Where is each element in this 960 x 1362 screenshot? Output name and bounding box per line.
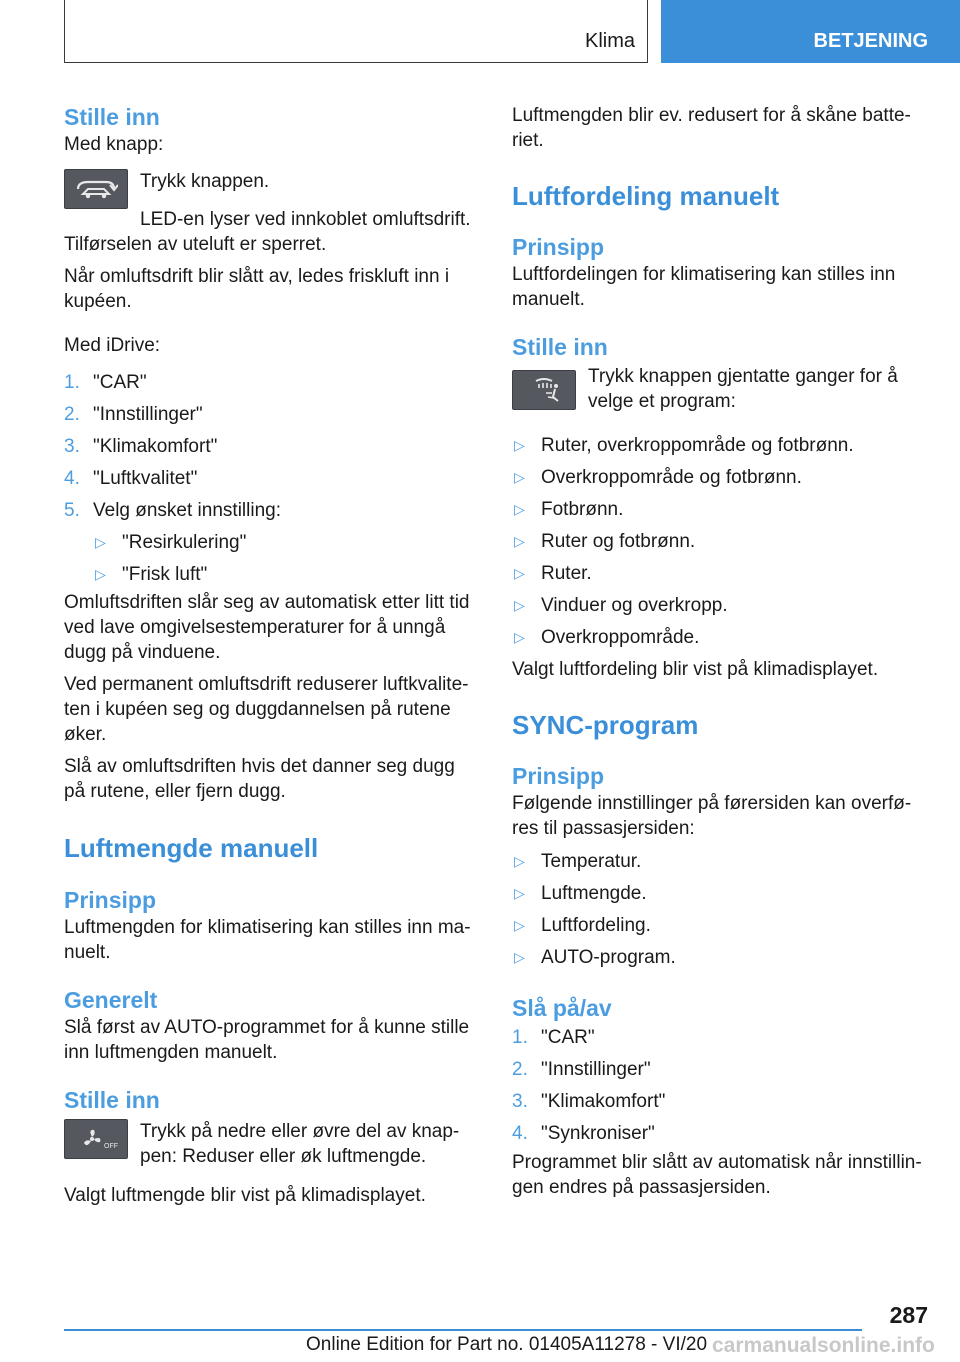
list-item[interactable]: ▷ AUTO-program. xyxy=(514,947,676,968)
list-item[interactable]: 1. "CAR" xyxy=(64,372,147,393)
sync-steps-list xyxy=(512,1025,924,1146)
list-item[interactable]: ▷ "Frisk luft" xyxy=(95,564,208,585)
led-text: LED-en lyser ved innkoblet omluftsdrift. Tilførselen av uteluft er sperret. xyxy=(64,209,471,255)
air-distribution-button-icon xyxy=(512,370,576,410)
valgt-text: Valgt luftmengde blir vist på klimadisplayet. xyxy=(64,1185,426,1206)
trykk-knappen-text: Trykk knappen. xyxy=(140,171,270,192)
fan-button-icon xyxy=(64,1119,128,1159)
footer-divider xyxy=(64,1329,862,1331)
list-item[interactable]: 2. "Innstillinger" xyxy=(512,1059,651,1080)
heading-luftfordeling: Luftfordeling manuelt xyxy=(512,181,780,211)
heading-prinsipp-r2: Prinsipp xyxy=(512,763,605,789)
watermark: carmanualsonline.info xyxy=(712,1334,935,1357)
med-knapp-text: Med knapp: xyxy=(64,134,164,155)
list-item[interactable]: ▷ Temperatur. xyxy=(514,851,642,872)
list-item[interactable]: ▷ Ruter. xyxy=(514,563,592,584)
omluft-text: Omluftsdriften slår seg av automatisk etter litt tid ved lave omgivelsestemperaturer for å unngå dugg på vinduene. xyxy=(64,592,470,663)
list-item[interactable]: ▷ Overkroppområde. xyxy=(514,627,700,648)
sync-items-list xyxy=(512,849,924,970)
heading-luftmengde: Luftmengde manuell xyxy=(64,833,319,863)
folgende-text: Følgende innstillinger på førersiden kan overfø-res til passasjersiden: xyxy=(512,793,912,839)
programmet-text: Programmet blir slått av automatisk når innstillin-gen endres på passasjersiden. xyxy=(512,1152,922,1198)
idrive-steps-list xyxy=(64,370,476,587)
slaa-av-text: Slå av omluftsdriften hvis det danner seg dugg på rutene, eller fjern dugg. xyxy=(64,756,455,802)
heading-generelt: Generelt xyxy=(64,987,158,1013)
list-item[interactable]: 4. "Synkroniser" xyxy=(512,1123,655,1144)
list-item[interactable]: 3. "Klimakomfort" xyxy=(512,1091,666,1112)
generelt-text: Slå først av AUTO-programmet for å kunne stille inn luftmengden manuelt. xyxy=(64,1017,470,1063)
left-column xyxy=(64,100,476,1208)
recirculation-button-row xyxy=(64,169,476,209)
heading-stille-inn-2: Stille inn xyxy=(64,1087,160,1113)
page-number: 287 xyxy=(889,1302,928,1328)
list-item[interactable]: ▷ Luftmengde. xyxy=(514,883,647,904)
list-item[interactable]: ▷ Overkroppområde og fotbrønn. xyxy=(514,467,802,488)
list-item[interactable]: 5. Velg ønsket innstilling: xyxy=(64,500,281,521)
heading-stille-inn: Stille inn xyxy=(64,104,160,130)
list-item[interactable]: ▷ Fotbrønn. xyxy=(514,499,624,520)
air-distribution-button-row xyxy=(512,364,924,414)
permanent-text: Ved permanent omluftsdrift reduserer luftkvalite-ten i kupéen seg og duggdannelsen på rutene øker. xyxy=(64,674,469,745)
list-item[interactable]: ▷ "Resirkulering" xyxy=(95,532,247,553)
programs-list xyxy=(512,433,924,650)
list-item[interactable]: ▷ Ruter, overkroppområde og fotbrønn. xyxy=(514,435,854,456)
list-item[interactable]: ▷ Luftfordeling. xyxy=(514,915,651,936)
list-item[interactable]: 4. "Luftkvalitet" xyxy=(64,468,198,489)
fan-button-row xyxy=(64,1119,476,1169)
right-column xyxy=(512,100,924,1200)
list-item[interactable]: 1. "CAR" xyxy=(512,1027,595,1048)
heading-prinsipp-r: Prinsipp xyxy=(512,234,605,260)
air-distribution-button-text xyxy=(588,364,924,414)
trykk-nedre-text: Trykk på nedre eller øvre del av knap-pen: Reduser eller øk luftmengde. xyxy=(140,1121,460,1167)
prinsipp-r-text: Luftfordelingen for klimatisering kan stilles inn manuelt. xyxy=(512,264,896,310)
svg-text:OFF: OFF xyxy=(104,1143,118,1150)
recirculation-button-icon xyxy=(64,169,128,209)
naar-text: Når omluftsdrift blir slått av, ledes friskluft inn i kupéen. xyxy=(64,266,450,312)
trykk-gjentatte-text: Trykk knappen gjentatte ganger for å velge et program: xyxy=(588,366,898,412)
fan-button-text xyxy=(140,1119,476,1169)
header-chapter-title: BETJENING xyxy=(813,30,928,52)
list-item[interactable]: 3. "Klimakomfort" xyxy=(64,436,218,457)
heading-stille-inn-r: Stille inn xyxy=(512,334,608,360)
list-item[interactable]: 2. "Innstillinger" xyxy=(64,404,203,425)
list-item[interactable]: ▷ Ruter og fotbrønn. xyxy=(514,531,696,552)
recirculation-button-text xyxy=(140,169,269,209)
footer-edition: Online Edition for Part no. 01405A11278 - VI/20 xyxy=(306,1334,708,1355)
luftmengde-red-text: Luftmengden blir ev. redusert for å skåne batte-riet. xyxy=(512,105,911,151)
heading-slaa: Slå på/av xyxy=(512,995,612,1021)
prinsipp-text: Luftmengden for klimatisering kan stilles inn ma-nuelt. xyxy=(64,917,471,963)
valgt-fordeling-text: Valgt luftfordeling blir vist på klimadisplayet. xyxy=(512,659,879,680)
header-section-title: Klima xyxy=(584,30,635,52)
med-idrive-text: Med iDrive: xyxy=(64,335,161,356)
heading-prinsipp: Prinsipp xyxy=(64,887,157,913)
header-section-box xyxy=(64,0,648,63)
heading-sync: SYNC-program xyxy=(512,710,699,740)
list-item[interactable]: ▷ Vinduer og overkropp. xyxy=(514,595,728,616)
header-chapter-tab[interactable] xyxy=(661,0,960,63)
